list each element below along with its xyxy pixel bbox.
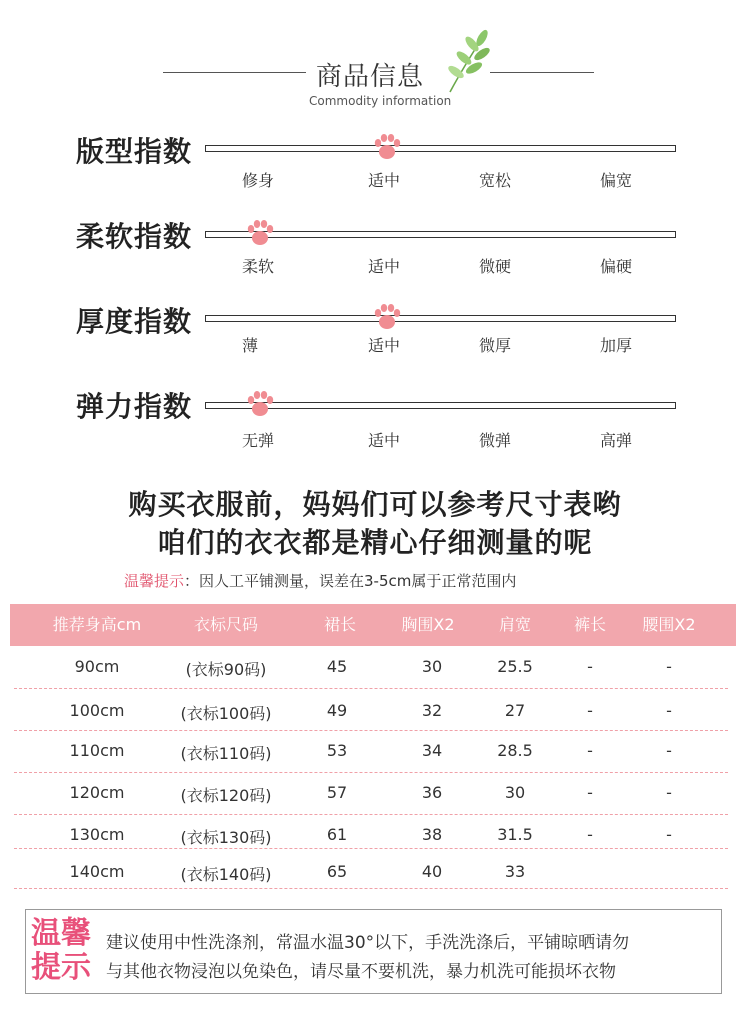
table-cell: - xyxy=(587,783,593,802)
index-label: 版型指数 xyxy=(76,135,193,168)
table-header-cell: 胸围X2 xyxy=(401,615,455,634)
table-cell: - xyxy=(666,701,672,720)
index-tick-label: 微硬 xyxy=(479,257,512,276)
index-label: 厚度指数 xyxy=(76,305,193,338)
care-tag-line1: 温馨 xyxy=(31,916,91,951)
table-cell: (衣标90码) xyxy=(185,660,267,679)
table-cell: 140cm xyxy=(69,862,125,881)
table-cell: - xyxy=(587,701,593,720)
index-label: 柔软指数 xyxy=(76,220,193,253)
index-tick-label: 适中 xyxy=(368,336,401,355)
measure-tip xyxy=(124,570,516,591)
table-cell: 33 xyxy=(504,862,526,881)
table-cell: 36 xyxy=(421,783,443,802)
page-subtitle: Commodity information xyxy=(309,94,452,108)
table-cell: (衣标140码) xyxy=(180,865,272,884)
table-cell: 110cm xyxy=(69,741,125,760)
headline-line1: 购买衣服前，妈妈们可以参考尺寸表哟 xyxy=(128,488,622,521)
index-tick-label: 柔软 xyxy=(242,257,275,276)
table-header-cell: 裙长 xyxy=(323,615,356,634)
index-tick-label: 薄 xyxy=(242,336,259,355)
index-tick-label: 修身 xyxy=(242,171,275,190)
table-cell: - xyxy=(666,741,672,760)
table-cell: 34 xyxy=(421,741,443,760)
table-row xyxy=(10,655,736,697)
table-row xyxy=(10,781,736,823)
table-row-divider xyxy=(14,848,728,849)
table-header-cell: 衣标尺码 xyxy=(193,615,258,634)
header-line-left xyxy=(163,72,306,73)
index-bar xyxy=(205,145,676,152)
table-cell: 120cm xyxy=(69,783,125,802)
table-header-cell: 裤长 xyxy=(573,615,606,634)
index-tick-label: 偏宽 xyxy=(600,171,633,190)
table-cell: 30 xyxy=(504,783,526,802)
leaf-icon xyxy=(442,26,494,94)
paw-marker-icon xyxy=(243,216,277,250)
index-tick-label: 微厚 xyxy=(479,336,512,355)
index-bar xyxy=(205,315,676,322)
table-cell: 38 xyxy=(421,825,443,844)
index-tick-label: 偏硬 xyxy=(600,257,633,276)
table-header-cell: 腰围X2 xyxy=(642,615,696,634)
table-cell: 49 xyxy=(326,701,348,720)
table-cell: 61 xyxy=(326,825,348,844)
table-cell: (衣标100码) xyxy=(180,704,272,723)
table-cell: - xyxy=(587,741,593,760)
page-title: 商品信息 xyxy=(316,62,425,92)
care-tip-line1: 建议使用中性洗涤剂，常温水温30°以下，手洗洗涤后，平铺晾晒请勿 xyxy=(106,933,630,953)
index-tick-label: 适中 xyxy=(368,431,401,450)
table-cell: 30 xyxy=(421,657,443,676)
table-header-cell: 肩宽 xyxy=(498,615,531,634)
table-cell: 25.5 xyxy=(497,657,533,676)
care-tip-line2: 与其他衣物浸泡以免染色，请尽量不要机洗，暴力机洗可能损坏衣物 xyxy=(106,962,616,982)
table-cell: 100cm xyxy=(69,701,125,720)
table-row xyxy=(10,699,736,741)
table-row-divider xyxy=(14,814,728,815)
paw-marker-icon xyxy=(370,130,404,164)
table-cell: 28.5 xyxy=(497,741,533,760)
index-tick-label: 宽松 xyxy=(479,171,512,190)
index-tick-label: 适中 xyxy=(368,257,401,276)
care-tip-tag xyxy=(31,917,95,985)
index-tick-label: 无弹 xyxy=(242,431,275,450)
header-line-right xyxy=(490,72,594,73)
table-cell: 32 xyxy=(421,701,443,720)
table-row xyxy=(10,860,736,902)
table-row-divider xyxy=(14,772,728,773)
table-cell: 57 xyxy=(326,783,348,802)
table-cell: (衣标120码) xyxy=(180,786,272,805)
table-cell: 53 xyxy=(326,741,348,760)
index-tick-label: 微弹 xyxy=(479,431,512,450)
index-tick-label: 加厚 xyxy=(600,336,633,355)
table-cell: 90cm xyxy=(74,657,120,676)
table-row-divider xyxy=(14,888,728,889)
table-row-divider xyxy=(14,730,728,731)
table-cell: - xyxy=(587,657,593,676)
paw-marker-icon xyxy=(243,387,277,421)
table-row-divider xyxy=(14,688,728,689)
table-cell: - xyxy=(666,783,672,802)
table-cell: 45 xyxy=(326,657,348,676)
table-cell: 130cm xyxy=(69,825,125,844)
headline-line2: 咱们的衣衣都是精心仔细测量的呢 xyxy=(157,526,593,559)
index-tick-label: 适中 xyxy=(368,171,401,190)
index-tick-label: 高弹 xyxy=(600,431,633,450)
table-cell: (衣标110码) xyxy=(180,744,272,763)
care-tag-line2: 提示 xyxy=(31,950,91,985)
tip-label: 温馨提示 xyxy=(124,572,185,590)
table-cell: - xyxy=(666,657,672,676)
table-cell: 65 xyxy=(326,862,348,881)
table-cell: 27 xyxy=(504,701,526,720)
table-row xyxy=(10,823,736,865)
table-cell: 40 xyxy=(421,862,443,881)
table-cell: (衣标130码) xyxy=(180,828,272,847)
size-table-header xyxy=(10,604,736,646)
table-cell: - xyxy=(666,825,672,844)
table-cell: - xyxy=(587,825,593,844)
index-label: 弹力指数 xyxy=(76,390,193,423)
table-cell: 31.5 xyxy=(497,825,533,844)
table-row xyxy=(10,739,736,781)
paw-marker-icon xyxy=(370,300,404,334)
table-header-cell: 推荐身高cm xyxy=(52,615,142,634)
tip-text: ：因人工平铺测量，误差在3-5cm属于正常范围内 xyxy=(184,572,517,590)
